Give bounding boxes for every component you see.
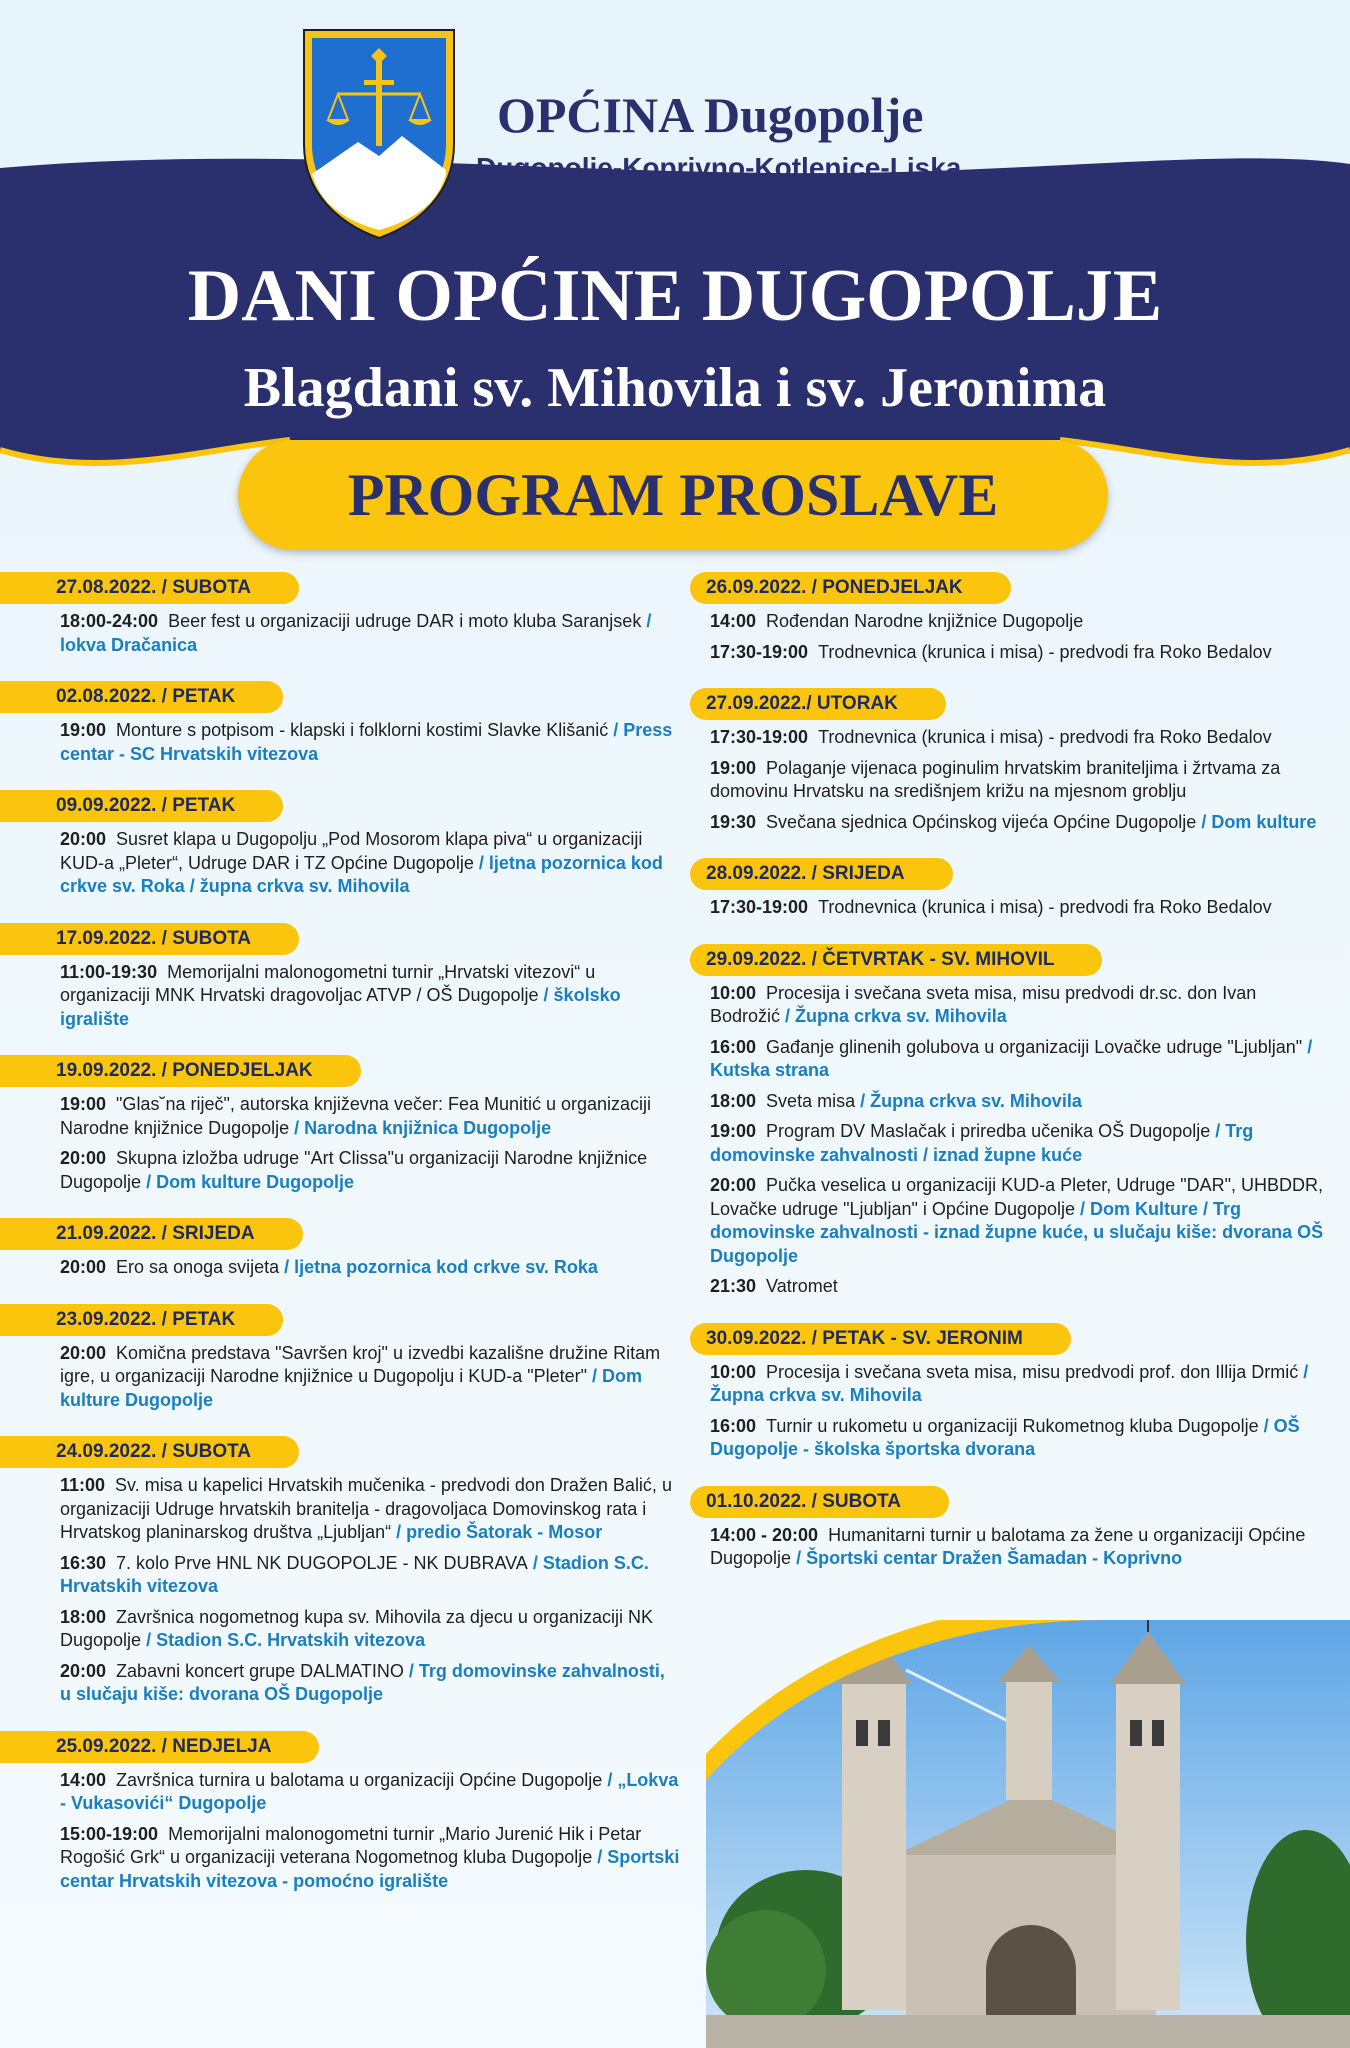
event-item — [710, 1415, 1330, 1462]
event-location: / Dom kulture — [1196, 811, 1317, 832]
day-date-label: 24.09.2022. / SUBOTA — [0, 1436, 299, 1468]
event-item — [60, 610, 680, 657]
day-block — [690, 1486, 1330, 1571]
event-item — [60, 719, 680, 766]
event-time: 16:30 — [60, 1552, 107, 1573]
event-description: Polaganje vijenaca poginulim hrvatskim braniteljima i žrtvama za domovinu Hrvatsku na središnjem križu na mjesnom groblju — [710, 757, 1281, 801]
program-pill — [238, 440, 1108, 550]
event-item — [60, 1147, 680, 1194]
day-date-label: 28.09.2022. / SRIJEDA — [690, 858, 953, 890]
program-label: PROGRAM PROSLAVE — [347, 461, 999, 528]
event-location: / Trg domovinske zahvalnosti / iznad župne kuće — [710, 1121, 1254, 1165]
day-date-label: 25.09.2022. / NEDJELJA — [0, 1731, 319, 1763]
day-date-label: 17.09.2022. / SUBOTA — [0, 923, 299, 955]
event-description: Program DV Maslačak i priredba učenika OŠ Dugopolje — [766, 1121, 1211, 1141]
event-time: 20:00 — [60, 1660, 107, 1681]
event-description: Procesija i svečana sveta misa, misu predvodi prof. don Illija Drmić — [766, 1361, 1299, 1382]
event-item — [710, 1174, 1330, 1268]
day-block — [0, 1731, 680, 1894]
day-date-label: 19.09.2022. / PONEDJELJAK — [0, 1055, 361, 1087]
event-location: / Stadion S.C. Hrvatskih vitezova — [60, 1552, 649, 1596]
event-item — [710, 1524, 1330, 1571]
event-item — [60, 828, 680, 899]
event-item — [60, 1256, 680, 1280]
event-time: 15:00-19:00 — [60, 1823, 159, 1844]
day-block — [0, 1436, 680, 1707]
municipality-crest-icon — [298, 24, 460, 242]
event-description: Gađanje glinenih golubova u organizaciji Lovačke udruge "Ljubljan" — [766, 1036, 1303, 1057]
event-item — [60, 961, 680, 1032]
event-time: 14:00 — [710, 611, 757, 631]
event-description: Turnir u rukometu u organizaciji Rukometnog kluba Dugopolje — [766, 1415, 1259, 1436]
event-location: / Dom kulture Dugopolje — [60, 1366, 643, 1410]
event-description: Trodnevnica (krunica i misa) - predvodi fra Roko Bedalov — [818, 897, 1272, 917]
event-location: / OŠ Dugopolje - školska športska dvorana — [710, 1415, 1300, 1459]
event-time: 11:00 — [60, 1475, 106, 1495]
event-description: Memorijalni malonogometni turnir „Mario Jurenić Hik i Petar Rogošić Grk“ u organizaciji veterana Nogometnog kluba Dugopolje — [60, 1823, 642, 1867]
day-block — [0, 1304, 680, 1413]
day-block — [0, 1055, 680, 1194]
org-title: OPĆINA Dugopolje — [497, 87, 924, 143]
event-item — [710, 726, 1330, 750]
church-photo — [706, 1620, 1350, 2048]
event-item — [710, 1036, 1330, 1083]
event-time: 18:00-24:00 — [60, 611, 159, 631]
event-time: 20:00 — [60, 829, 107, 849]
event-time: 21:30 — [710, 1276, 757, 1296]
event-time: 20:00 — [60, 1342, 107, 1363]
main-title: DANI OPĆINE DUGOPOLJE — [187, 255, 1163, 337]
event-description: Humanitarni turnir u balotama za žene u organizaciji Općine Dugopolje — [710, 1524, 1306, 1568]
event-location: / Sportski centar Hrvatskih vitezova - pomoćno igralište — [60, 1847, 680, 1891]
schedule-right-column — [690, 572, 1330, 1595]
event-description: Susret klapa u Dugopolju „Pod Mosorom klapa piva“ u organizaciji KUD-a „Pleter“, Udruge DAR i TZ Općine Dugopolje — [60, 829, 643, 873]
event-location: / ljetna pozornica kod crkve sv. Roka / župna crkva sv. Mihovila — [60, 852, 663, 896]
event-item — [60, 1342, 680, 1413]
day-date-label: 30.09.2022. / PETAK - SV. JERONIM — [690, 1323, 1071, 1355]
org-subtitle: Dugopolje-Koprivno-Kotlenice-Liska — [476, 152, 962, 183]
event-item — [710, 896, 1330, 920]
day-date-label: 02.08.2022. / PETAK — [0, 681, 283, 713]
event-time: 20:00 — [710, 1175, 757, 1195]
event-time: 19:30 — [710, 811, 757, 832]
event-description: Komična predstava "Savršen kroj" u izvedbi kazališne družine Ritam igre, u organizaciji Narodne knjižnice u Dugopolju i KUD-a "Pleter" — [60, 1342, 661, 1386]
event-location: / lokva Dračanica — [60, 611, 652, 655]
event-time: 20:00 — [60, 1257, 107, 1277]
event-description: Završnica nogometnog kupa sv. Mihovila za djecu u organizaciji NK Dugopolje — [60, 1606, 653, 1650]
day-date-label: 27.08.2022. / SUBOTA — [0, 572, 299, 604]
event-time: 19:00 — [60, 1094, 107, 1114]
event-time: 17:30-19:00 — [710, 897, 809, 917]
event-description: Završnica turnira u balotama u organizaciji Općine Dugopolje — [116, 1769, 603, 1790]
main-subtitle: Blagdani sv. Mihovila i sv. Jeronima — [243, 357, 1107, 419]
event-description: Procesija i svečana sveta misa, misu predvodi dr.sc. don Ivan Bodrožić — [710, 982, 1257, 1026]
event-description: Beer fest u organizaciji udruge DAR i moto kluba Saranjsek — [168, 611, 642, 631]
day-date-label: 09.09.2022. / PETAK — [0, 790, 283, 822]
day-block — [690, 858, 1330, 920]
event-time: 18:00 — [710, 1090, 757, 1111]
event-item — [710, 1361, 1330, 1408]
day-block — [0, 681, 680, 766]
day-block — [0, 790, 680, 899]
day-block — [0, 572, 680, 657]
day-block — [690, 572, 1330, 664]
event-time: 17:30-19:00 — [710, 727, 809, 747]
event-description: Pučka veselica u organizaciji KUD-a Pleter, Udruge "DAR", UHBDDR, Lovačke udruge "Ljubljan" i Općine Dugopolje — [710, 1175, 1324, 1219]
schedule-left-column — [0, 572, 680, 1917]
event-time: 16:00 — [710, 1036, 757, 1057]
event-item — [60, 1606, 680, 1653]
event-description: Trodnevnica (krunica i misa) - predvodi fra Roko Bedalov — [818, 641, 1272, 662]
day-block — [690, 1323, 1330, 1462]
event-description: Memorijalni malonogometni turnir „Hrvatski vitezovi“ u organizaciji MNK Hrvatski dragovoljac ATVP / OŠ Dugopolje — [60, 961, 596, 1005]
event-item — [710, 982, 1330, 1029]
day-date-label: 26.09.2022. / PONEDJELJAK — [690, 572, 1011, 604]
event-description: Svečana sjednica Općinskog vijeća Općine Dugopolje — [766, 811, 1197, 832]
event-item — [710, 1090, 1330, 1114]
event-item — [60, 1474, 680, 1545]
event-time: 18:00 — [60, 1606, 107, 1627]
event-item — [60, 1769, 680, 1816]
event-location: / Športski centar Dražen Šamadan - Koprivno — [791, 1548, 1183, 1568]
day-block — [0, 923, 680, 1032]
event-location: / školsko igralište — [60, 985, 621, 1029]
event-time: 17:30-19:00 — [710, 641, 809, 662]
event-time: 19:00 — [710, 757, 757, 778]
event-description: Monture s potpisom - klapski i folklorni kostimi Slavke Klišanić — [116, 720, 609, 740]
event-description: Trodnevnica (krunica i misa) - predvodi fra Roko Bedalov — [818, 727, 1272, 747]
event-description: "Glas˘na riječ", autorska književna večer: Fea Munitić u organizaciji Narodne knjižnice Dugopolje — [60, 1094, 652, 1138]
event-location: / „Lokva - Vukasovići“ Dugopolje — [60, 1769, 679, 1813]
event-description: Rođendan Narodne knjižnice Dugopolje — [766, 611, 1084, 631]
event-description: Skupna izložba udruge "Art Clissa"u organizaciji Narodne knjižnice Dugopolje — [60, 1148, 648, 1192]
event-time: 19:00 — [60, 720, 107, 740]
event-time: 16:00 — [710, 1415, 757, 1436]
event-item — [710, 1275, 1330, 1299]
event-location: / Župna crkva sv. Mihovila — [710, 1361, 1309, 1405]
event-description: 7. kolo Prve HNL NK DUGOPOLJE - NK DUBRAVA — [116, 1552, 528, 1573]
event-location: / Stadion S.C. Hrvatskih vitezova — [141, 1630, 426, 1650]
event-item — [60, 1660, 680, 1707]
event-item — [60, 1093, 680, 1140]
event-location: / Dom kulture Dugopolje — [141, 1171, 355, 1192]
event-location: / Press centar - SC Hrvatskih vitezova — [60, 720, 673, 764]
event-location: / predio Šatorak - Mosor — [391, 1522, 603, 1542]
event-location: / Trg domovinske zahvalnosti, u slučaju kiše: dvorana OŠ Dugopolje — [60, 1660, 665, 1704]
event-item — [710, 641, 1330, 665]
event-item — [710, 610, 1330, 634]
event-location: / Župna crkva sv. Mihovila — [855, 1090, 1082, 1111]
event-time: 20:00 — [60, 1148, 107, 1168]
event-item — [60, 1823, 680, 1894]
day-date-label: 29.09.2022. / ČETVRTAK - SV. MIHOVIL — [690, 944, 1102, 976]
event-description: Vatromet — [766, 1276, 838, 1296]
day-date-label: 27.09.2022./ UTORAK — [690, 688, 946, 720]
day-date-label: 01.10.2022. / SUBOTA — [690, 1486, 949, 1518]
day-block — [0, 1218, 680, 1280]
day-block — [690, 688, 1330, 834]
event-time: 19:00 — [710, 1121, 757, 1141]
event-item — [60, 1552, 680, 1599]
event-description: Sveta misa — [766, 1090, 856, 1111]
event-location: / ljetna pozornica kod crkve sv. Roka — [279, 1257, 598, 1277]
event-time: 10:00 — [710, 982, 757, 1003]
day-date-label: 23.09.2022. / PETAK — [0, 1304, 283, 1336]
event-description: Sv. misa u kapelici Hrvatskih mučenika - predvodi don Dražen Balić, u organizaciji Udruge hrvatskih branitelja - dragovoljaca Domovinskog rata i Hrvatskog planinarskog društva „Ljubljan“ — [60, 1475, 672, 1542]
event-location: / Župna crkva sv. Mihovila — [780, 1006, 1007, 1026]
day-block — [690, 944, 1330, 1299]
event-item — [710, 757, 1330, 804]
event-location: / Narodna knjižnica Dugopolje — [289, 1117, 552, 1138]
event-item — [710, 811, 1330, 835]
event-location: / Dom Kulture / Trg domovinske zahvalnosti - iznad župne kuće, u slučaju kiše: dvorana OŠ Dugopolje — [710, 1198, 1324, 1266]
event-location: / Kutska strana — [710, 1036, 1313, 1080]
event-time: 14:00 - 20:00 — [710, 1524, 819, 1545]
event-description: Zabavni koncert grupe DALMATINO — [116, 1660, 404, 1681]
event-time: 14:00 — [60, 1769, 107, 1790]
event-item — [710, 1120, 1330, 1167]
event-description: Ero sa onoga svijeta — [116, 1257, 280, 1277]
day-date-label: 21.09.2022. / SRIJEDA — [0, 1218, 303, 1250]
event-time: 10:00 — [710, 1361, 757, 1382]
event-time: 11:00-19:30 — [60, 961, 158, 982]
